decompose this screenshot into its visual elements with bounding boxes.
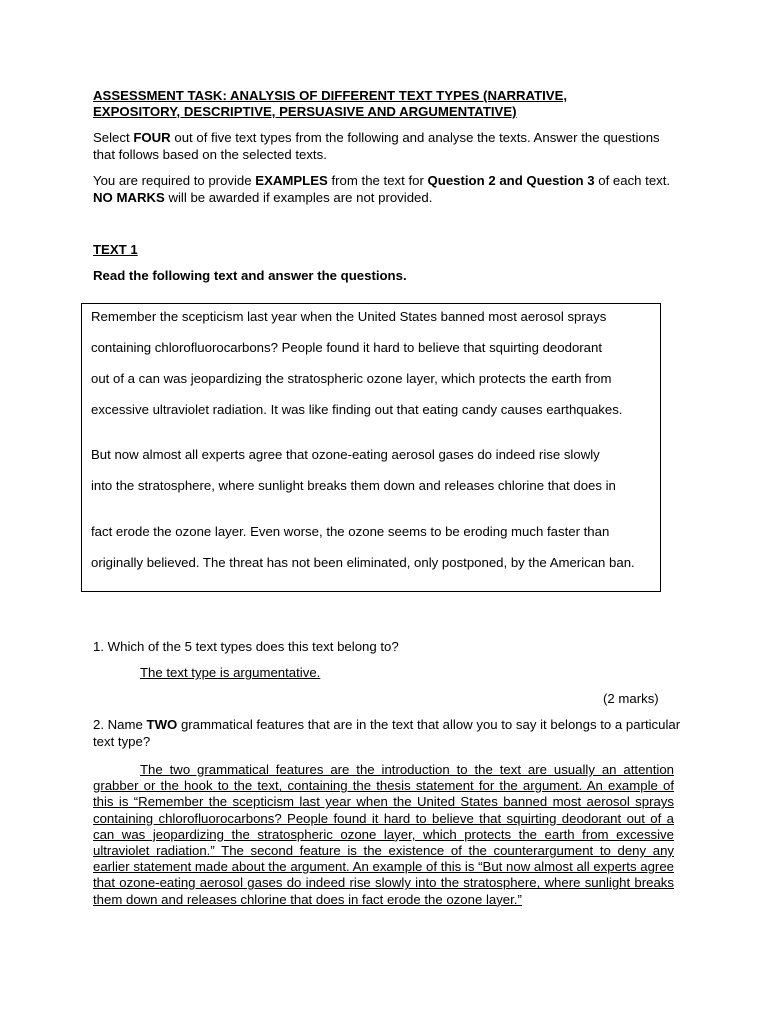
passage-box [81, 303, 661, 592]
instruction-text: from the text for [327, 173, 428, 188]
instruction-emphasis: FOUR [133, 130, 171, 145]
instruction-text: You are required to provide [93, 173, 256, 188]
page-title: ASSESSMENT TASK: ANALYSIS OF DIFFERENT TEXT TYPES (NARRATIVE, EXPOSITORY, DESCRIPTIVE, PERSUASIVE AND ARGUMENTATIVE) [93, 88, 568, 119]
answer-2: The two grammatical features are the introduction to the text are usually an attention grabber or the hook to the text, containing the thesis statement for the argument. An example of this is “Remember the scepticism last year when the United States banned most aerosol sprays containing chlorofluorocarbons? People found it hard to believe that squirting deodorant out of a can was jeopardizing the stratospheric ozone layer, which protects the earth from excessive ultraviolet radiation.” The second feature is the existence of the counterargument to deny any earlier statement made about the argument. An example of this is “But now almost all experts agree that ozone-eating aerosol gases do indeed rise slowly into the stratosphere, where sunlight breaks them down and releases chlorine that does in fact erode the ozone layer.” [93, 762, 674, 907]
text-prompt: Read the following text and answer the questions. [93, 268, 407, 283]
instruction-paragraph-1 [93, 130, 683, 163]
question-emphasis: TWO [146, 717, 178, 732]
text-heading: TEXT 1 [93, 242, 138, 257]
passage-line: originally believed. The threat has not been eliminated, only postponed, by the American ban. [91, 555, 635, 570]
passage-line: fact erode the ozone layer. Even worse, the ozone seems to be eroding much faster than [91, 524, 610, 539]
passage-line: excessive ultraviolet radiation. It was like finding out that eating candy causes earthquakes. [91, 402, 623, 417]
question-text: 2. Name [93, 717, 147, 732]
question-text: grammatical features that are in the text that allow you to say it belongs to a particular text type? [93, 717, 681, 749]
instruction-emphasis: EXAMPLES [255, 173, 328, 188]
passage-line: into the stratosphere, where sunlight breaks them down and releases chlorine that does in [91, 478, 616, 493]
instruction-paragraph-2 [93, 173, 683, 206]
instruction-emphasis: Question 2 and Question 3 [427, 173, 595, 188]
question-1: 1. Which of the 5 text types does this text belong to? [93, 639, 399, 654]
passage-line: out of a can was jeopardizing the stratospheric ozone layer, which protects the earth from [91, 371, 612, 386]
instruction-text: out of five text types from the following and analyse the texts. Answer the questions that follows based on the selected texts. [93, 130, 660, 162]
marks-label: (2 marks) [603, 691, 659, 706]
instruction-text: of each text. [594, 173, 671, 188]
passage-line: Remember the scepticism last year when the United States banned most aerosol sprays [91, 309, 607, 324]
instruction-text: will be awarded if examples are not provided. [164, 189, 433, 205]
question-2 [93, 717, 683, 750]
instruction-emphasis: NO MARKS [93, 189, 165, 205]
passage-line: But now almost all experts agree that ozone-eating aerosol gases do indeed rise slowly [91, 447, 600, 462]
instruction-text: Select [93, 130, 134, 145]
passage-line: containing chlorofluorocarbons? People found it hard to believe that squirting deodorant [91, 340, 602, 355]
answer-1: The text type is argumentative. [140, 665, 321, 680]
